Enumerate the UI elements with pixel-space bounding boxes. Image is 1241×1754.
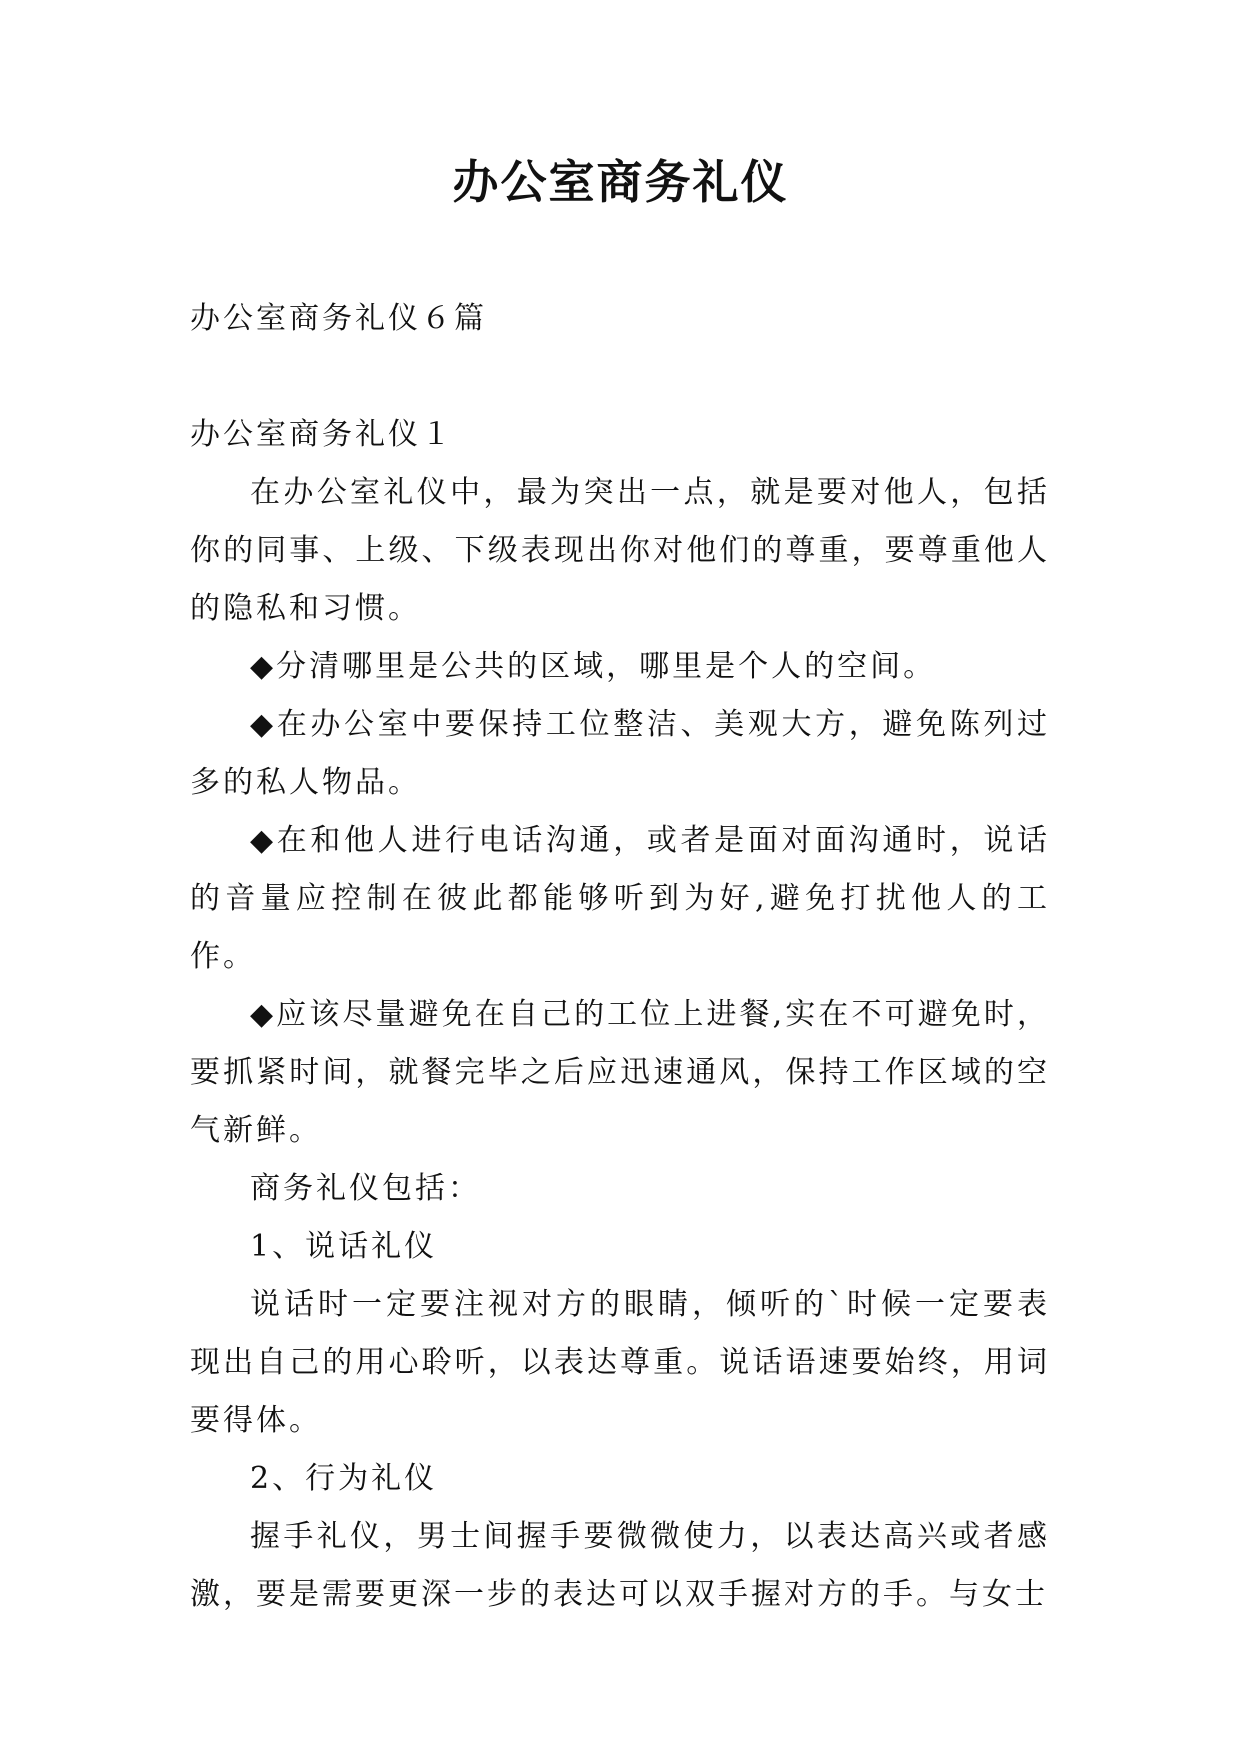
numbered-heading: 1、说话礼仪 (250, 1229, 438, 1264)
bullet-paragraph: ◆在和他人进行电话沟通，或者是面对面沟通时，说话的音量应控制在彼此都能够听到为好,避免打扰他人的工作。 (190, 823, 1050, 974)
paragraph: 商务礼仪包括： (250, 1171, 481, 1206)
bullet-paragraph: ◆应该尽量避免在自己的工位上进餐,实在不可避免时，要抓紧时间，就餐完毕之后应迅速通风，保持工作区域的空气新鲜。 (190, 997, 1050, 1148)
document-subtitle: 办公室商务礼仪６篇 (190, 301, 487, 336)
bullet-paragraph: ◆分清哪里是公共的区域，哪里是个人的空间。 (250, 649, 937, 684)
numbered-heading: 2、行为礼仪 (250, 1461, 438, 1496)
paragraph: 在办公室礼仪中，最为突出一点，就是要对他人，包括你的同事、上级、下级表现出你对他们的尊重，要尊重他人的隐私和习惯。 (190, 475, 1050, 626)
bullet-paragraph: ◆在办公室中要保持工位整洁、美观大方，避免陈列过多的私人物品。 (190, 707, 1050, 800)
document-body (190, 290, 1050, 1624)
section-heading: 办公室商务礼仪１ (190, 417, 454, 452)
document-title: 办公室商务礼仪 (452, 155, 789, 209)
paragraph: 握手礼仪，男士间握手要微微使力，以表达高兴或者感激，要是需要更深一步的表达可以双手握对方的手。与女士 (190, 1519, 1050, 1612)
paragraph: 说话时一定要注视对方的眼睛，倾听的`时候一定要表现出自己的用心聆听，以表达尊重。说话语速要始终，用词要得体。 (190, 1287, 1050, 1438)
